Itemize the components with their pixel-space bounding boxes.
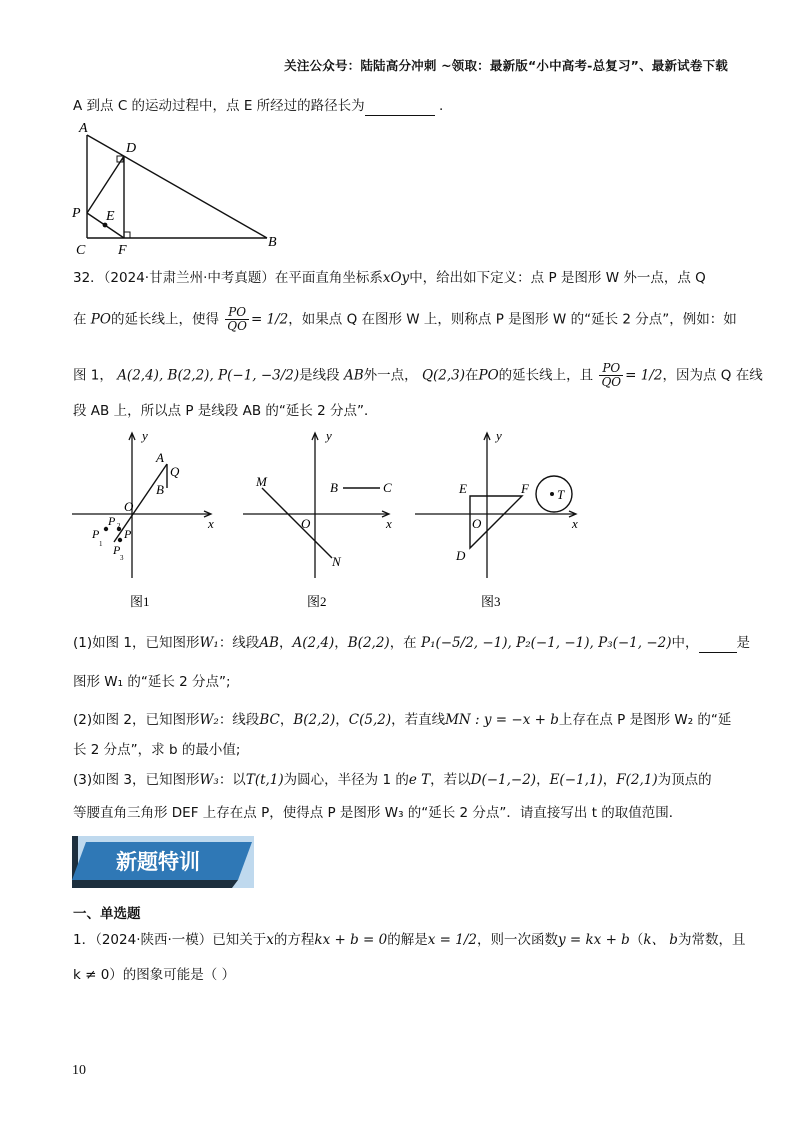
label-C: C	[76, 243, 86, 258]
q32-po: PO	[90, 311, 111, 328]
sub1-line2: 图形 W₁ 的“延长 2 分点”;	[73, 674, 231, 690]
section-title: 一、单选题	[73, 906, 141, 922]
sub-2: 2	[117, 522, 121, 530]
q32-text: 的延长线上，且	[498, 367, 594, 384]
sub2-text: ，	[335, 712, 349, 728]
fraction-po-qo-2	[599, 362, 623, 389]
axis-x-label: x	[386, 516, 392, 531]
q32-line1	[73, 268, 706, 288]
label-P3: P	[113, 543, 121, 557]
label-B: B	[330, 480, 338, 495]
q1-text: 的解是	[387, 932, 428, 948]
q1-kb: k、 b	[643, 932, 678, 948]
sub1-text: ，	[278, 635, 293, 651]
q1-text: 的方程	[273, 932, 315, 948]
label-C: C	[383, 480, 392, 495]
axis-y-label: y	[496, 428, 502, 443]
q1-text: 为常数，且	[677, 932, 746, 948]
label-F: F	[521, 481, 529, 496]
sub1-text: 是	[736, 635, 751, 651]
sub3-text: ，	[536, 772, 550, 788]
label-E: E	[459, 481, 467, 496]
sub3-point-f: F(2,1)	[616, 772, 658, 788]
page-number: 10	[72, 1063, 86, 1078]
axis-y-label: y	[326, 428, 332, 443]
sub2-point-b: B(2,2)	[293, 712, 336, 728]
label-P: P	[124, 527, 132, 541]
q32-text: 图 1，	[73, 367, 113, 384]
q32-text: ，如果点 Q 在图形 W 上，则称点 P 是图形 W 的“延长 2 分点”，例如：如	[288, 311, 737, 328]
label-O: O	[124, 499, 134, 514]
intro-line	[73, 96, 443, 116]
label-T: T	[557, 487, 565, 502]
q1-text: ，则一次函数	[476, 932, 558, 948]
q32-line2	[73, 306, 737, 333]
sub3-text: ，	[602, 772, 617, 788]
banner-title: 新题特训	[116, 850, 200, 874]
q32-xoy: xOy	[382, 270, 410, 286]
sub1-text: ，	[334, 635, 348, 651]
label-M: M	[256, 474, 267, 489]
label-A: A	[79, 121, 88, 136]
q32-po: PO	[478, 367, 499, 384]
sub2-text: 上存在点 P 是图形 W₂ 的“延	[558, 712, 732, 728]
sub3-text: ：以	[218, 772, 246, 788]
label-B: B	[268, 235, 277, 250]
label-N: N	[332, 554, 341, 569]
q1-function: y = kx + b	[557, 932, 630, 948]
sub3-point-e: E(−1,1)	[549, 772, 603, 788]
q32-half: = 1/2	[625, 367, 663, 384]
label-P1: P	[92, 527, 100, 541]
sub1-w1: W₁	[199, 635, 219, 651]
q32-text: 的延长线上，使得	[110, 311, 219, 328]
sub2-line2: 长 2 分点”，求 b 的最小值;	[73, 742, 241, 758]
sub3-text: (3)如图 3，已知图形	[73, 772, 200, 788]
axis-x-label: x	[572, 516, 578, 531]
q32-text: 在	[73, 311, 87, 328]
sub3-w3: W₃	[199, 772, 219, 788]
sub1-point-b: B(2,2)	[347, 635, 390, 651]
answer-blank[interactable]	[365, 101, 435, 116]
label-D: D	[456, 548, 466, 563]
label-A: A	[156, 450, 164, 465]
q1-text: 1．（2024·陕西·一模）已知关于	[73, 932, 267, 948]
sub1-line1	[73, 633, 750, 653]
label-P: P	[72, 206, 81, 221]
sub3-line2: 等腰直角三角形 DEF 上存在点 P，使得点 P 是图形 W₃ 的“延长 2 分点”．请直接写出 t 的取值范围．	[73, 805, 683, 821]
sub3-point-t: T(t,1)	[245, 772, 284, 788]
sub3-text: 为顶点的	[657, 772, 712, 788]
sub2-line1	[73, 710, 731, 730]
q32-ab: AB	[343, 367, 364, 384]
sub2-text: ，	[279, 712, 294, 728]
sub1-point-a: A(2,4)	[292, 635, 335, 651]
label-D: D	[126, 141, 137, 156]
sub1-points: P₁(−5/2, −1), P₂(−1, −1), P₃(−1, −2)	[420, 635, 672, 651]
q32-points: A(2,4), B(2,2), P(−1, −3/2)	[117, 367, 300, 384]
q1-text: （	[629, 932, 644, 948]
sub-3: 3	[120, 554, 124, 562]
sub2-line-mn: MN : y = −x + b	[445, 712, 559, 728]
figure-2	[240, 428, 405, 610]
q32-half: = 1/2	[250, 311, 289, 328]
label-P2: P	[108, 514, 116, 528]
sub3-circle-t: e T	[408, 772, 431, 788]
sub2-bc: BC	[259, 712, 280, 728]
frac-den: QO	[601, 375, 622, 389]
label-F: F	[118, 243, 127, 258]
label-E: E	[106, 209, 115, 224]
sub3-point-d: D(−1,−2)	[470, 772, 537, 788]
figure-1	[70, 428, 230, 610]
sub2-text: ，若直线	[391, 712, 446, 728]
label-O: O	[301, 516, 311, 531]
axis-x-label: x	[208, 516, 214, 531]
section-banner	[72, 836, 254, 888]
sub1-text: (1)如图 1，已知图形	[73, 635, 200, 651]
caption-fig2: 图2	[307, 594, 327, 609]
sub3-text: ，若以	[430, 772, 471, 788]
q32-text: 中，给出如下定义：点 P 是图形 W 外一点，点 Q	[409, 270, 706, 286]
intro-period: .	[438, 98, 444, 114]
sub1-text: 中，	[671, 635, 699, 651]
sub1-ab: AB	[259, 635, 279, 651]
q32-text: 是线段	[299, 367, 340, 384]
sub2-text: ：线段	[218, 712, 260, 728]
frac-num: PO	[599, 362, 623, 376]
q32-text: ，因为点 Q 在线	[662, 367, 763, 384]
fraction-po-qo	[225, 306, 249, 333]
q32-q: Q(2,3)	[421, 367, 466, 384]
frac-den: QO	[227, 319, 247, 333]
q1-equation: kx + b = 0	[314, 932, 388, 948]
axis-y-label: y	[142, 428, 148, 443]
q32-text: 32．（2024·甘肃兰州·中考真题）在平面直角坐标系	[73, 270, 383, 286]
intro-text: A 到点 C 的运动过程中，点 E 所经过的路径长为	[73, 98, 365, 114]
sub2-point-c: C(5,2)	[348, 712, 392, 728]
q1-x: x	[266, 932, 274, 948]
sub2-w2: W₂	[199, 712, 219, 728]
sub-1: 1	[99, 540, 103, 548]
caption-fig1: 图1	[130, 594, 150, 609]
q32-text: 外一点，	[363, 367, 418, 384]
q1-line2: k ≠ 0）的图象可能是（ ）	[73, 967, 236, 983]
q1-solution: x = 1/2	[427, 932, 477, 948]
label-Q: Q	[170, 464, 180, 479]
sub1-text: ，在	[389, 635, 417, 651]
sub2-text: (2)如图 2，已知图形	[73, 712, 200, 728]
q1-line1	[73, 930, 745, 950]
q32-line3	[73, 362, 763, 389]
label-O: O	[472, 516, 482, 531]
sub3-text: 为圆心，半径为 1 的	[283, 772, 409, 788]
label-B: B	[156, 482, 164, 497]
sub3-line1	[73, 770, 712, 790]
frac-num: PO	[225, 306, 249, 320]
caption-fig3: 图3	[481, 594, 501, 609]
q32-line4: 段 AB 上，所以点 P 是线段 AB 的“延长 2 分点”．	[73, 403, 378, 419]
figure-3	[410, 428, 585, 610]
triangle-figure	[70, 118, 290, 258]
answer-blank[interactable]	[699, 638, 737, 653]
page-header: 关注公众号：陆陆高分冲刺 ~领取：最新版“小中高考-总复习”、最新试卷下载	[284, 58, 728, 73]
sub1-text: ：线段	[218, 635, 260, 651]
q32-text: 在	[465, 367, 479, 384]
